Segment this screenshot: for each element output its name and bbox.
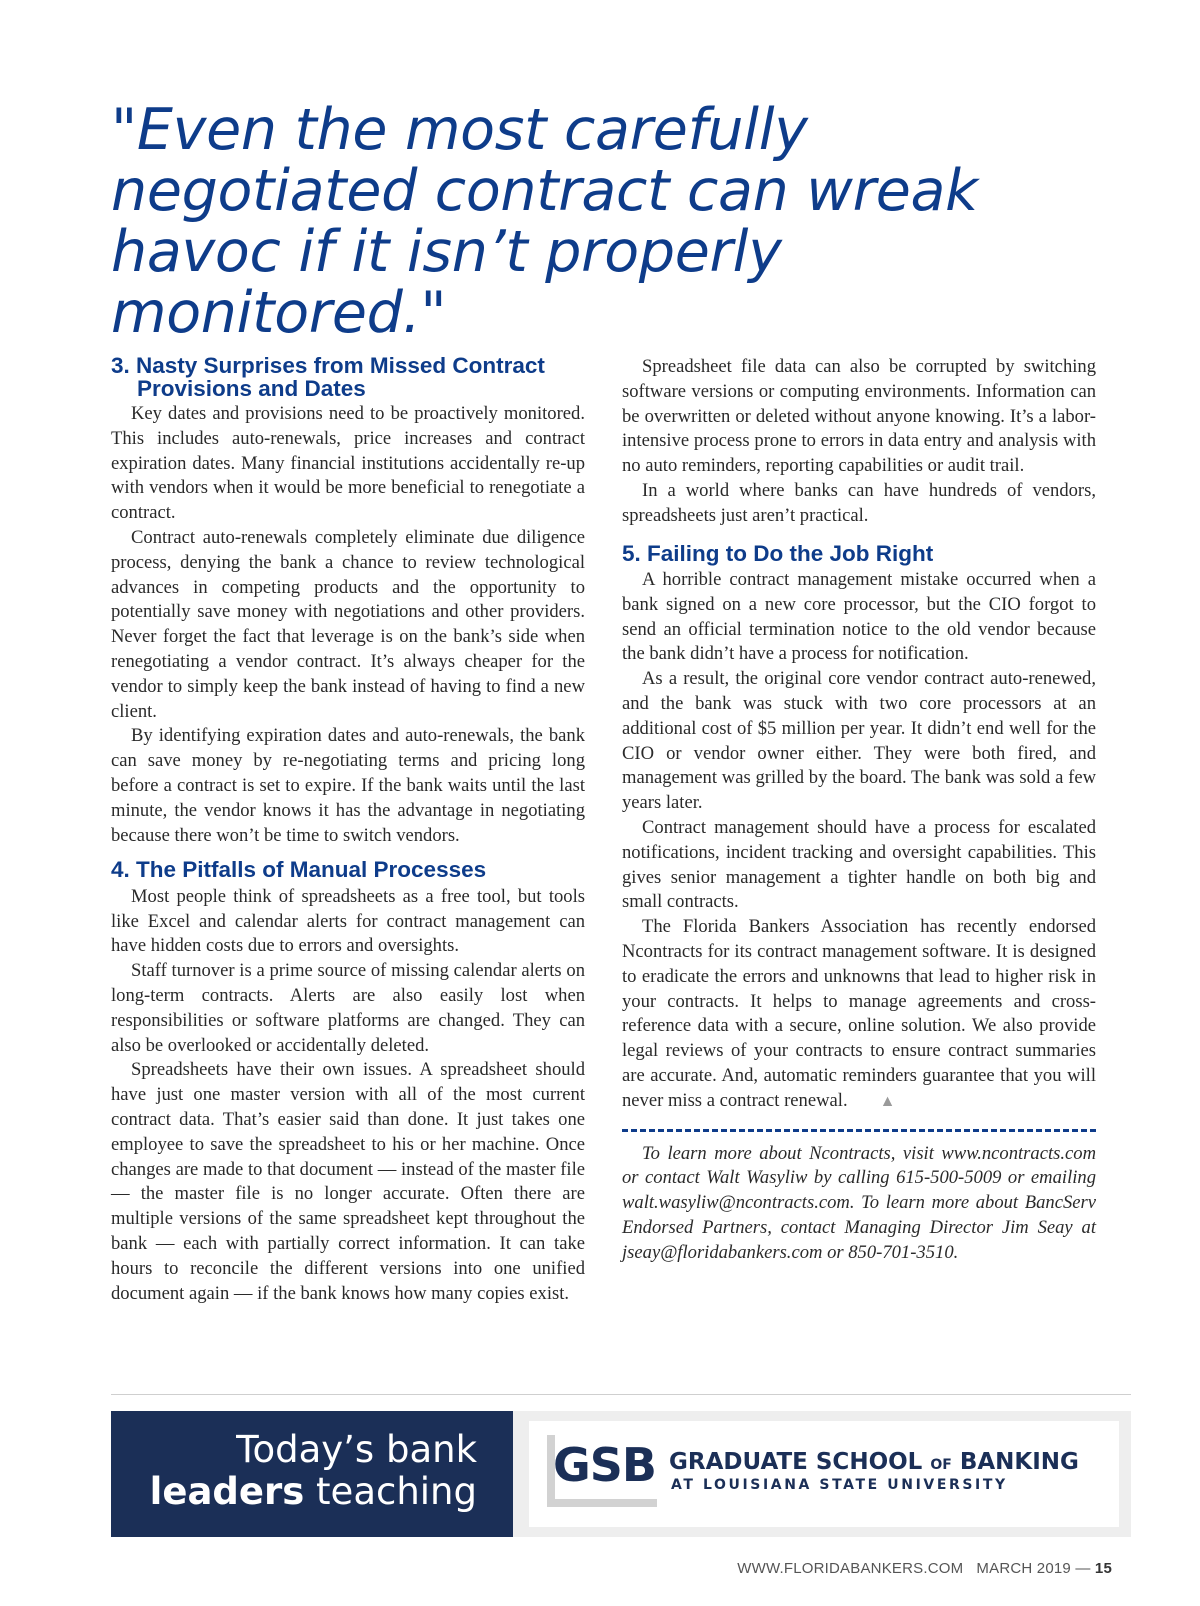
school-subtitle: AT LOUISIANA STATE UNIVERSITY xyxy=(671,1477,1008,1493)
paragraph-text: The Florida Bankers Association has recently endorsed Ncontracts for its contract management software. It is designed to eradicate the errors and unknowns that lead to higher risk in your contracts. It helps to manage agreements and cross-reference data with a secure, online solution. We also provide legal reviews of your contracts to ensure contract summaries are accurate. And, automatic reminders guarantee that you will never miss a contract renewal. xyxy=(622,916,1096,1111)
section-4-heading: 4. The Pitfalls of Manual Processes xyxy=(111,857,487,883)
section-5-heading: 5. Failing to Do the Job Right xyxy=(622,540,934,566)
dashed-divider xyxy=(622,1129,1096,1132)
right-column xyxy=(622,355,1096,1266)
paragraph: By identifying expiration dates and auto-renewals, the bank can save money by re-negotiating terms and pricing long before a contract is set to expire. If the bank waits until the last minute, the vendor knows it has the advantage in negotiating because there won’t be time to switch vendors. xyxy=(111,725,585,846)
page-footer xyxy=(737,1560,1112,1577)
paragraph-final xyxy=(622,915,1096,1114)
paragraph: In a world where banks can have hundreds of vendors, spreadsheets just aren’t practical. xyxy=(622,479,1096,526)
page-number: 15 xyxy=(1094,1560,1112,1577)
section-3-heading: 3. Nasty Surprises from Missed Contract Provisions and Dates xyxy=(111,353,545,401)
horizontal-rule xyxy=(111,1394,1131,1395)
left-column xyxy=(111,355,585,1306)
ad-tagline-rest: teaching xyxy=(304,1470,477,1513)
ad-logo-panel xyxy=(529,1421,1119,1527)
paragraph: Contract auto-renewals completely eliminate due diligence process, denying the bank a chance to review technological advances in competing products and the opportunity to potentially save money with negotiations and other providers. Never forget the fact that leverage is on the bank’s side when renegotiating a vendor contract. It’s always cheaper for the vendor to simply keep the bank instead of having to find a new client. xyxy=(111,526,585,722)
footer-website: WWW.FLORIDABANKERS.COM xyxy=(737,1560,964,1577)
ad-tagline-bold: leaders xyxy=(149,1470,305,1513)
advertisement-banner[interactable] xyxy=(111,1411,1131,1537)
paragraph: A horrible contract management mistake occurred when a bank signed on a new core processor, but the CIO forgot to send an official termination notice to the old vendor because the bank didn’t have a process for notification. xyxy=(622,569,1096,665)
paragraph: Spreadsheets have their own issues. A spreadsheet should have just one master version with all of the most current contract data. That’s easier said than done. It just takes one employee to save the spreadsheet to his or her machine. Once changes are made to that document — instead of the master file — the master file is no longer accurate. Often there are multiple versions of the same spreadsheet kept throughout the bank — each with partially correct information. It can take hours to reconcile the different versions into one unified document again — if the bank knows how many copies exist. xyxy=(111,1059,585,1304)
paragraph: Staff turnover is a prime source of missing calendar alerts on long-term contracts. Alerts are also easily lost when responsibilities or software platforms are changed. They can also be overlooked or accidentally deleted. xyxy=(111,960,585,1056)
paragraph: As a result, the original core vendor contract auto-renewed, and the bank was stuck with two core processors at an additional cost of $5 million per year. It didn’t end well for the CIO or vendor owner either. They were both fired, and management was grilled by the board. The bank was sold a few years later. xyxy=(622,668,1096,814)
end-mark-icon: ▲ xyxy=(879,1092,896,1110)
school-name-of: OF xyxy=(930,1457,952,1473)
contact-note: To learn more about Ncontracts, visit www.ncontracts.com or contact Walt Wasyliw by calling 615-500-5009 or emailing walt.wasyliw@ncontracts.com. To learn more about BancServ Endorsed Partners, contact Managing Director Jim Seay at jseay@floridabankers.com or 850-701-3510. xyxy=(622,1142,1096,1263)
school-name xyxy=(669,1449,1079,1478)
school-name-part2: BANKING xyxy=(951,1449,1079,1475)
paragraph: Contract management should have a process for escalated notifications, incident tracking and oversight capabilities. This gives senior management a tighter handle on both big and small contracts. xyxy=(622,817,1096,913)
ad-tagline-line2 xyxy=(111,1471,477,1513)
ad-tagline-line1: Today’s bank xyxy=(236,1428,477,1471)
paragraph: Spreadsheet file data can also be corrupted by switching software versions or computing environments. Information can be overwritten or deleted without anyone knowing. It’s a labor-intensive process prone to errors in data entry and analysis with no auto reminders, reporting capabilities or audit trail. xyxy=(622,356,1096,477)
pull-quote: "Even the most carefully negotiated contract can wreak havoc if it isn’t properly monitored." xyxy=(111,97,978,346)
paragraph: Most people think of spreadsheets as a free tool, but tools like Excel and calendar alerts for contract management can have hidden costs due to errors and oversights. xyxy=(111,885,585,957)
gsb-logo: GSB xyxy=(553,1438,656,1492)
ad-tagline-panel xyxy=(111,1411,513,1537)
footer-issue: MARCH 2019 — xyxy=(976,1560,1095,1577)
school-name-part1: GRADUATE SCHOOL xyxy=(669,1449,931,1475)
paragraph: Key dates and provisions need to be proactively monitored. This includes auto-renewals, price increases and contract expiration dates. Many financial institutions accidentally re-up with vendors when it would be more beneficial to renegotiate a contract. xyxy=(111,403,585,524)
